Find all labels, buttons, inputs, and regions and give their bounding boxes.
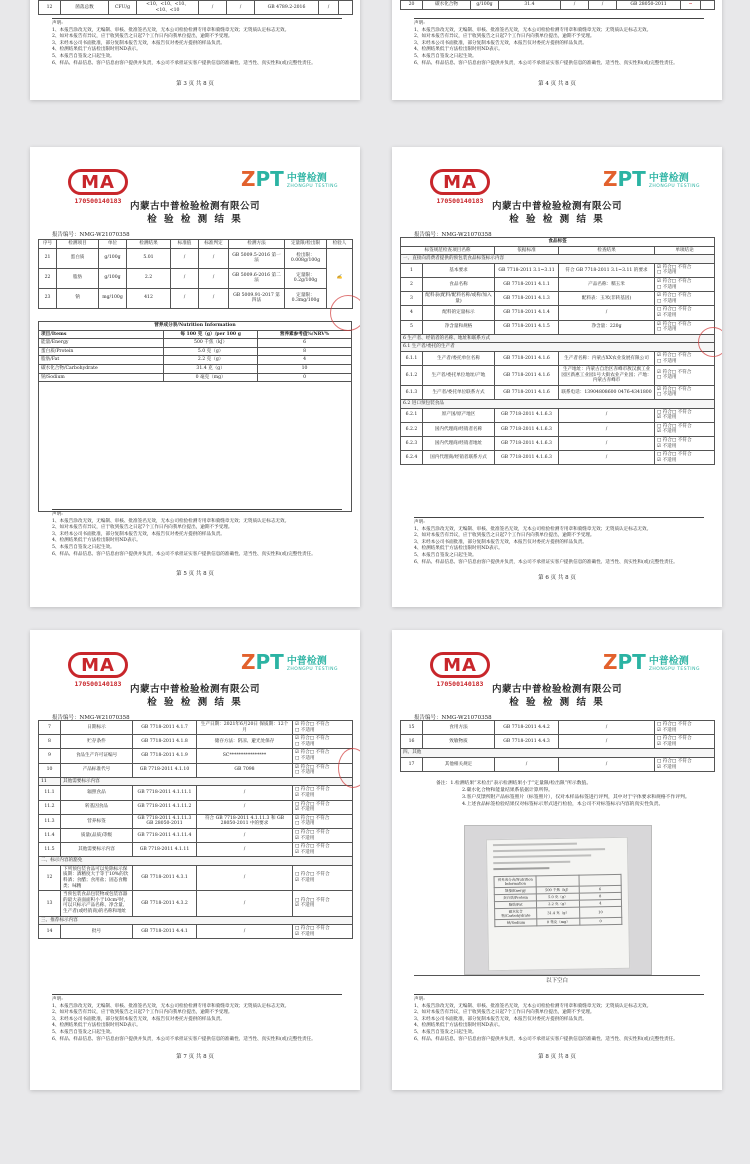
remarks: 备注：1.检测结果“未检出”表示检测结果小于“定量限/检出限”所示数值。 2.碳水化合物和能量结果系依据计算所得。 3.客户反馈所附产品标签照片（标签照片），仅对本样品标签进行评判，其中对于字体要求和规格不作评判。 4.上述食品标签检验结果仅对标签标示形式进行检验，本公司不对标签标示内容的真实性负责。 (436, 781, 690, 807)
label-check-table: 7 日期标示 GB 7718-2011 4.1.7 生产日期：2021年6月20日 保质期：12个月 ☑ 符合□ 不符合 □ 不适用 8 贮存条件 GB 7718-2011 4.1.8 储存方法：阴凉、避光处保存 ☑ 符合□ 不符合 □ 不适用 9 食品生产许可证编号 GB 7718-2011 4.1.9 SC**************** ☑ 符合□ 不符合 □ 不适用 10 产品标准代号 GB 7718-2011 4.1.10 GB 7098 ☑ 符合□ 不符合 □ 不适用 11 其他需要标示内容 11.1 辐照食品 GB 7718-2011 4.1.11.1 / □ 符合□ 不符合 ☑ 不适用 11.2 转基因食品 GB 7718-2011 4.1.11.2 / □ 符合□ 不符合 ☑ 不适用 11.3 营养标签 GB 7718-2011 4.1.11.3 GB 28050-2011 符合 GB 7718-2011 4.1.11.3 和 GB 28050-2011 中的要求 ☑ 符合□ 不符合 □ 不适用 11.4 质量(品质)等级 GB 7718-2011 4.1.11.4 / □ 符合□ 不符合 ☑ 不适用 11.5 其他需要标示内容 GB 7718-2011 4.1.11 / □ 符合□ 不符合 ☑ 不适用 二、标示内容的豁免 12 下列预包装食品可以免除标示保质期：酒精度大于等于10%的饮料酒；食醋；食用盐；固态食糖类；味精 GB 7718-2011 4.3.1 / □ 符合□ 不符合 ☑ 不适用 13 当预包装食品包装物或包装容器的最大表面面积小于10cm²时，可以只标示产品名称、净含量、生产者(或经销商)的名称和地址 GB 7718-2011 4.3.2 / □ 符合□ 不符合 ☑ 不适用 三、推荐标示内容 14 批号 GB 7718-2011 4.4.1 / □ 符合□ 不符合 ☑ 不适用 (38, 720, 353, 939)
report-number: 报告编号：NMG-W21070358 (414, 232, 492, 238)
nutrition-table (38, 321, 352, 512)
table-row: 能量/Energy 500 千焦（kJ） 6 (39, 339, 352, 348)
report-page-3 (30, 0, 360, 100)
table-row: 6.2.2 国内代理商/经销者名称 GB 7718-2011 4.1.6.3 / □ 符合□ 不符合 ☑ 不适用 (401, 422, 715, 436)
org-name: 内蒙古中普检验检测有限公司 (491, 684, 622, 695)
table-row: 11.3 营养标签 GB 7718-2011 4.1.11.3 GB 28050-2011 符合 GB 7718-2011 4.1.11.3 和 GB 28050-2011 中的要求 ☑ 符合□ 不符合 □ 不适用 (39, 814, 353, 828)
table-row: 16 致敏物质 GB 7718-2011 4.4.3 / □ 符合□ 不符合 ☑ 不适用 (401, 735, 715, 749)
report-number: 报告编号：NMG-W21070358 (414, 715, 492, 721)
product-label-photo (464, 825, 652, 975)
table-row: 23 钠 mg/100g 412 / / GB 5009.91-2017 第四法 定量限：0.3mg/100g (39, 288, 353, 308)
table-row: 6.2.1 原产国/原产地区 GB 7718-2011 4.1.6.3 / □ 符合□ 不符合 ☑ 不适用 (401, 408, 715, 422)
org-name: 内蒙古中普检验检测有限公司 (491, 201, 622, 212)
page-number: 第 4 页 共 8 页 (538, 81, 576, 87)
table-row: 4 配料的定量标示 GB 7718-2011 4.1.4 / □ 符合□ 不符合 ☑ 不适用 (401, 306, 715, 320)
zpt-logo: ZPT 中普检测 ZHONGPU TESTING (240, 650, 338, 674)
org-name: 内蒙古中普检验检测有限公司 (129, 201, 260, 212)
table-row: 13 当预包装食品包装物或包装容器的最大表面面积小于10cm²时，可以只标示产品名称、净含量、生产者(或经销商)的名称和地址 GB 7718-2011 4.3.2 / □ 符合□ 不符合 ☑ 不适用 (39, 891, 353, 916)
end-mark: 以下空白 (414, 975, 700, 984)
table-row: 20 碳水化合物 g/100g 31.4 / / GB 28050-2011 ~ (401, 1, 715, 10)
report-title: 检 验 检 测 结 果 (509, 214, 605, 225)
table-row: 22 脂肪 g/100g 2.2 / / GB 5009.6-2016 第二法 定量限：0.2g/100g (39, 268, 353, 288)
nutrition-table-photo: 营养成分表/Nutrition Information 能量/Energy 500 千焦（kJ） 6 蛋白质/Protein 5.0 克（g） 8 脂肪/Fat 2.2 克（g） 4 碳水化合物/Carbohydrate 31.4 克（g） 10 钠/Sodium 0 毫克（mg） 0 (494, 874, 623, 927)
zpt-logo: ZPT 中普检测 ZHONGPU TESTING (602, 167, 700, 191)
report-page-8 (392, 630, 722, 1090)
cma-logo: MA 170500140183 (68, 652, 128, 688)
table-row: 7 日期标示 GB 7718-2011 4.1.7 生产日期：2021年6月20日 保质期：12个月 ☑ 符合□ 不符合 □ 不适用 (39, 721, 353, 735)
page-number: 第 8 页 共 8 页 (538, 1054, 576, 1060)
test-results-table (38, 0, 353, 15)
disclaimer-notes: 声明: 1、本报告涂改无效，无编制、审核、批准签名无效，无本公司检验检测专用章和骑缝章无效；无资质认定标志无效。 2、如对本报告有异议，应于收到报告之日起7个工作日内向我单位提出，逾期不予受理。 3、未经本公司书面批准，部分复制本报告无效，本报告仅对委托方提供的样品负责。 4、检测结果低于方法检出限时用ND表示。 5、本报告自签发之日起生效。 6、样品、样品信息、客户信息由客户提供并负责，本公司不承担证实客户提供信息的准确性、适当性、真实性和(或)完整性责任。 (414, 18, 704, 67)
table-row: 12 下列预包装食品可以免除标示保质期：酒精度大于等于10%的饮料酒；食醋；食用盐；固态食糖类；味精 GB 7718-2011 4.3.1 / □ 符合□ 不符合 ☑ 不适用 (39, 865, 353, 890)
label-image (486, 837, 630, 971)
table-row: 钠/Sodium 0 毫克（mg） 0 (39, 373, 352, 382)
cma-logo: MA 170500140183 (430, 169, 490, 205)
table-header-row: 项目/Items 每 100 克（g）/per 100 g 营养素参考值%/NRV% (39, 330, 352, 339)
disclaimer-notes: 声明: 1、本报告涂改无效，无编制、审核、批准签名无效，无本公司检验检测专用章和骑缝章无效；无资质认定标志无效。 2、如对本报告有异议，应于收到报告之日起7个工作日内向我单位提出，逾期不予受理。 3、未经本公司书面批准，部分复制本报告无效，本报告仅对委托方提供的样品负责。 4、检测结果低于方法检出限时用ND表示。 5、本报告自签发之日起生效。 6、样品、样品信息、客户信息由客户提供并负责，本公司不承担证实客户提供信息的准确性、适当性、真实性和(或)完整性责任。 (414, 517, 704, 566)
table-row: 17 其他相关规定 / / □ 符合□ 不符合 ☑ 不适用 (401, 757, 715, 771)
report-page-7 (30, 630, 360, 1090)
page-number: 第 5 页 共 8 页 (176, 571, 214, 577)
report-header (30, 147, 360, 227)
table-row: 碳水化合物/Carbohydrate 31.4 克（g） 10 (39, 364, 352, 373)
table-row: 2 食品名称 GB 7718-2011 4.1.1 产品名称：糯玉米 ☑ 符合□ 不符合 □ 不适用 (401, 277, 715, 291)
table-row: 11.5 其他需要标示内容 GB 7718-2011 4.1.11 / □ 符合□ 不符合 ☑ 不适用 (39, 843, 353, 857)
table-row: 11.4 质量(品质)等级 GB 7718-2011 4.1.11.4 / □ 符合□ 不符合 ☑ 不适用 (39, 828, 353, 842)
disclaimer-notes: 声明: 1、本报告涂改无效，无编制、审核、批准签名无效，无本公司检验检测专用章和骑缝章无效；无资质认定标志无效。 2、如对本报告有异议，应于收到报告之日起7个工作日内向我单位提出，逾期不予受理。 3、未经本公司书面批准，部分复制本报告无效，本报告仅对委托方提供的样品负责。 4、检测结果低于方法检出限时用ND表示。 5、本报告自签发之日起生效。 6、样品、样品信息、客户信息由客户提供并负责，本公司不承担证实客户提供信息的准确性、适当性、真实性和(或)完整性责任。 (52, 18, 342, 67)
table-header-row: 序号 检测项目 单位 检测结果 标准值 标准判定 检测方法 定量限/检出限 检验人 (39, 240, 353, 249)
label-check-table: 食品标签 标签规范检查项目名称 依据标准 检查结果 单项结论 一、直接向消费者提供的预包装食品标签标示内容 1 基本要求 GB 7718-2011 3.1~3.11 符合 GB 7718-2011 3.1~3.11 的要求 ☑ 符合□ 不符合 □ 不适用 2 食品名称 GB 7718-2011 4.1.1 产品名称：糯玉米 ☑ 符合□ 不符合 □ 不适用 3 配料表(配料/配料名称/或称/加入量) GB 7718-2011 4.1.3 配料表：玉米(非转基因) ☑ 符合□ 不符合 □ 不适用 4 配料的定量标示 GB 7718-2011 4.1.4 / □ 符合□ 不符合 ☑ 不适用 5 净含量和规格 GB 7718-2011 4.1.5 净含量：220g ☑ 符合□ 不符合 □ 不适用 6 生产者、经销者的名称、地址和联系方式 6.1 生产者/委托的生产者 6.1.1 生产者/委托单位名称 GB 7718-2011 4.1.6 生产者名称：内蒙古XX农业发展有限公司 ☑ 符合□ 不符合 □ 不适用 6.1.2 生产者/委托单位地址/产地 GB 7718-2011 4.1.6 生产地址：内蒙古自治区赤峰市敖汉旗工业园区新惠工业园1号大街农业产业园；产地：内蒙古赤峰市 ☑ 符合□ 不符合 □ 不适用 6.1.3 生产者/委托单位联系方式 GB 7718-2011 4.1.6 联系电话：13904808600 0476-4341800 ☑ 符合□ 不符合 □ 不适用 6.2 进口预包装食品 6.2.1 原产国/原产地区 GB 7718-2011 4.1.6.3 / □ 符合□ 不符合 ☑ 不适用 6.2.2 国内代理商/经销者名称 GB 7718-2011 4.1.6.3 / □ 符合□ 不符合 ☑ 不适用 6.2.3 国内代理商/经销者地址 GB 7718-2011 4.1.6.3 / □ 符合□ 不符合 ☑ 不适用 6.2.4 国内代理商/经销者联系方式 GB 7718-2011 4.1.6.3 / □ 符合□ 不符合 ☑ 不适用 (400, 237, 715, 465)
table-row: 14 批号 GB 7718-2011 4.4.1 / □ 符合□ 不符合 ☑ 不适用 (39, 925, 353, 939)
report-page-5 (30, 147, 360, 607)
table-row: 6.1.1 生产者/委托单位名称 GB 7718-2011 4.1.6 生产者名称：内蒙古XX农业发展有限公司 ☑ 符合□ 不符合 □ 不适用 (401, 351, 715, 365)
table-row: 21 蛋白质 g/100g 5.01 / / GB 5009.5-2016 第一法 检出限：0.008g/100g ✍ (39, 248, 353, 268)
table-row: 6.2.4 国内代理商/经销者联系方式 GB 7718-2011 4.1.6.3 / □ 符合□ 不符合 ☑ 不适用 (401, 451, 715, 465)
page-number: 第 3 页 共 8 页 (176, 81, 214, 87)
signature: ✍ (327, 248, 353, 308)
seal-stamp (330, 295, 360, 331)
report-header (392, 630, 722, 710)
report-title: 检 验 检 测 结 果 (147, 697, 243, 708)
table-row: 6.1.2 生产者/委托单位地址/产地 GB 7718-2011 4.1.6 生产地址：内蒙古自治区赤峰市敖汉旗工业园区新惠工业园1号大街农业产业园；产地：内蒙古赤峰市 ☑ 符合□ 不符合 □ 不适用 (401, 366, 715, 386)
disclaimer-notes: 声明: 1、本报告涂改无效，无编制、审核、批准签名无效，无本公司检验检测专用章和骑缝章无效；无资质认定标志无效。 2、如对本报告有异议，应于收到报告之日起7个工作日内向我单位提出，逾期不予受理。 3、未经本公司书面批准，部分复制本报告无效，本报告仅对委托方提供的样品负责。 4、检测结果低于方法检出限时用ND表示。 5、本报告自签发之日起生效。 6、样品、样品信息、客户信息由客户提供并负责，本公司不承担证实客户提供信息的准确性、适当性、真实性和(或)完整性责任。 (52, 994, 342, 1043)
report-title: 检 验 检 测 结 果 (509, 697, 605, 708)
zpt-logo: ZPT 中普检测 ZHONGPU TESTING (602, 650, 700, 674)
table-row: 11.1 辐照食品 GB 7718-2011 4.1.11.1 / □ 符合□ 不符合 ☑ 不适用 (39, 786, 353, 800)
seal-stamp (698, 327, 722, 357)
signature: ~ (681, 1, 701, 10)
disclaimer-notes: 声明: 1、本报告涂改无效，无编制、审核、批准签名无效，无本公司检验检测专用章和骑缝章无效；无资质认定标志无效。 2、如对本报告有异议，应于收到报告之日起7个工作日内向我单位提出，逾期不予受理。 3、未经本公司书面批准，部分复制本报告无效，本报告仅对委托方提供的样品负责。 4、检测结果低于方法检出限时用ND表示。 5、本报告自签发之日起生效。 6、样品、样品信息、客户信息由客户提供并负责，本公司不承担证实客户提供信息的准确性、适当性、真实性和(或)完整性责任。 (414, 994, 704, 1043)
table-row: 5 净含量和规格 GB 7718-2011 4.1.5 净含量：220g ☑ 符合□ 不符合 □ 不适用 (401, 320, 715, 334)
report-number: 报告编号：NMG-W21070358 (52, 232, 130, 238)
table-row: 9 食品生产许可证编号 GB 7718-2011 4.1.9 SC**************** ☑ 符合□ 不符合 □ 不适用 (39, 749, 353, 763)
table-row: 6.1.3 生产者/委托单位联系方式 GB 7718-2011 4.1.6 联系电话：13904808600 0476-4341800 ☑ 符合□ 不符合 □ 不适用 (401, 385, 715, 399)
table-row: 11.2 转基因食品 GB 7718-2011 4.1.11.2 / □ 符合□ 不符合 ☑ 不适用 (39, 800, 353, 814)
page-number: 第 6 页 共 8 页 (538, 575, 576, 581)
report-header (392, 147, 722, 227)
cma-logo: MA 170500140183 (430, 652, 490, 688)
nutrition-title: 营养成分表/Nutrition Information (39, 322, 352, 331)
seal-stamp (338, 748, 360, 788)
table-row: 蛋白质/Protein 5.0 克（g） 8 (39, 347, 352, 356)
report-header (30, 630, 360, 710)
table-row: 6.2.3 国内代理商/经销者地址 GB 7718-2011 4.1.6.3 / □ 符合□ 不符合 ☑ 不适用 (401, 437, 715, 451)
cma-logo: MA 170500140183 (68, 169, 128, 205)
report-page-6 (392, 147, 722, 607)
report-title: 检 验 检 测 结 果 (147, 214, 243, 225)
report-number: 报告编号：NMG-W21070358 (52, 715, 130, 721)
zpt-logo: ZPT 中普检测 ZHONGPU TESTING (240, 167, 338, 191)
table-row: 10 产品标准代号 GB 7718-2011 4.1.10 GB 7098 ☑ 符合□ 不符合 □ 不适用 (39, 763, 353, 777)
table-row: 15 食用方法 GB 7718-2011 4.4.2 / □ 符合□ 不符合 ☑ 不适用 (401, 721, 715, 735)
table-row: 12 菌落总数 CFU/g <10、<10、<10、<10、<10 / / GB 4789.2-2016 / (39, 1, 353, 15)
report-page-4 (392, 0, 722, 100)
test-results-table (38, 239, 353, 309)
table-row: 3 配料表(配料/配料名称/或称/加入量) GB 7718-2011 4.1.3 配料表：玉米(非转基因) ☑ 符合□ 不符合 □ 不适用 (401, 292, 715, 306)
page-number: 第 7 页 共 8 页 (176, 1054, 214, 1060)
table-header-row: 标签规范检查项目名称 依据标准 检查结果 单项结论 (401, 246, 715, 255)
disclaimer-notes: 声明: 1、本报告涂改无效，无编制、审核、批准签名无效，无本公司检验检测专用章和骑缝章无效；无资质认定标志无效。 2、如对本报告有异议，应于收到报告之日起7个工作日内向我单位提出，逾期不予受理。 3、未经本公司书面批准，部分复制本报告无效，本报告仅对委托方提供的样品负责。 4、检测结果低于方法检出限时用ND表示。 5、本报告自签发之日起生效。 6、样品、样品信息、客户信息由客户提供并负责，本公司不承担证实客户提供信息的准确性、适当性、真实性和(或)完整性责任。 (52, 509, 342, 558)
table-row: 8 贮存条件 GB 7718-2011 4.1.8 储存方法：阴凉、避光处保存 ☑ 符合□ 不符合 □ 不适用 (39, 735, 353, 749)
table-row: 脂肪/Fat 2.2 克（g） 4 (39, 356, 352, 365)
org-name: 内蒙古中普检验检测有限公司 (129, 684, 260, 695)
table-row: 1 基本要求 GB 7718-2011 3.1~3.11 符合 GB 7718-2011 3.1~3.11 的要求 ☑ 符合□ 不符合 □ 不适用 (401, 263, 715, 277)
test-results-table (400, 0, 715, 10)
label-check-table: 15 食用方法 GB 7718-2011 4.4.2 / □ 符合□ 不符合 ☑ 不适用 16 致敏物质 GB 7718-2011 4.4.3 / □ 符合□ 不符合 ☑ 不适用 四、其他 17 其他相关规定 / / □ 符合□ 不符合 ☑ 不适用 (400, 720, 715, 772)
